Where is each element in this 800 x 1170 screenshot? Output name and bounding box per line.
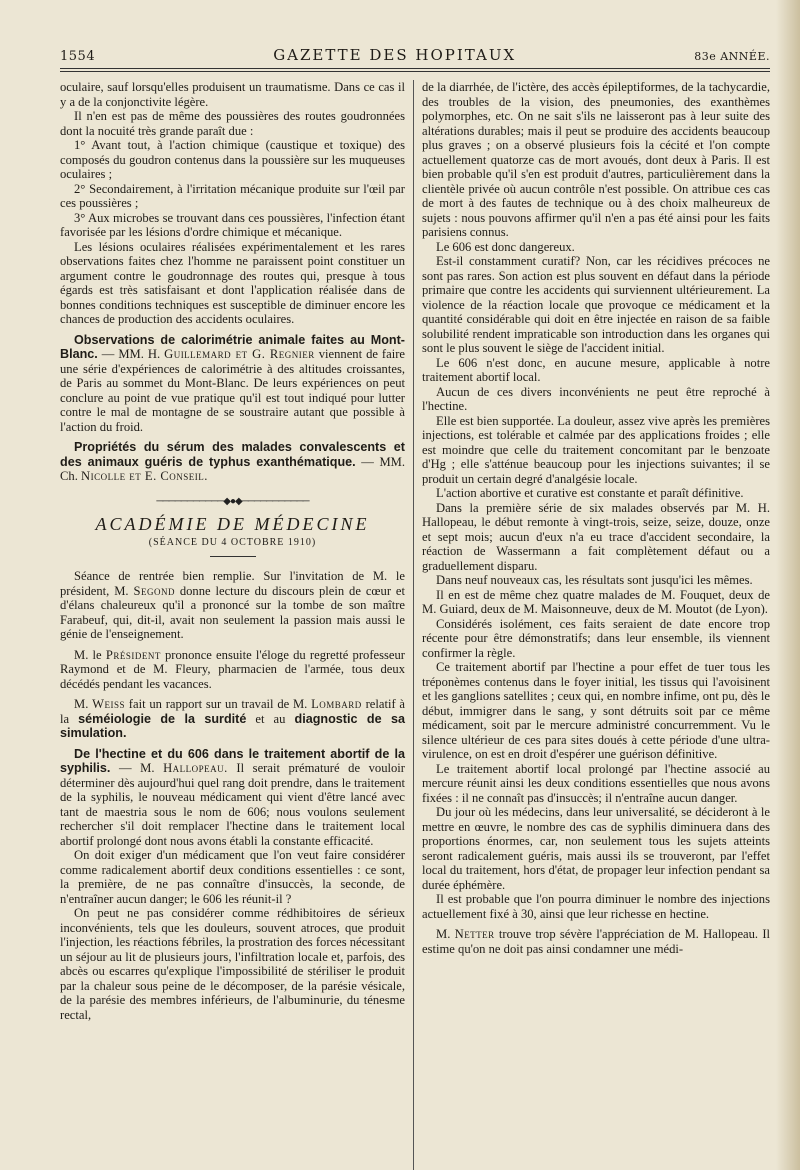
author-names: Nicolle et E. Conseil.: [81, 469, 208, 483]
paragraph: On doit exiger d'un médicament que l'on veut faire considérer comme radicalement abortif deux conditions essentielles : ce sont, la première, de ne pas connaître d'insuccès, la seconde, de n'entraîner aucun danger; le 606 les réunit-il ?: [60, 848, 405, 906]
left-column: [60, 80, 405, 1022]
text: Il serait prématuré de vouloir déterminer dès aujourd'hui quel rang doit prendre, dans le traitement de la syphilis, le nouveau médicament qui vient d'être lancé avec tant de maestria sous le nom de 606; nous voulons seulement rechercher s'il doit remplacer l'hectine dans le traitement local abortif prolongé dont nous avons établi la constante efficacité.: [60, 761, 405, 848]
paragraph: Considérés isolément, ces faits seraient de date encore trop récente pour être démonstratifs; dans leur ensemble, ils viennent confirmer la règle.: [422, 616, 770, 660]
bold-text: diagnostic de sa simulation.: [60, 711, 405, 740]
paragraph: de la diarrhée, de l'ictère, des accès épileptiformes, de la tachycardie, des troubles de la vision, des pneumonies, des exanthèmes polymorphes, etc. On ne sait s'ils ne laisseront pas à leur suite des altérations durables; mais il peut se produire des accidents beaucoup plus graves ; on a observé plusieurs fois la cécité et l'on compte actuellement quatorze cas de mort avoués, dont deux à Paris. Il est bien probable qu'il s'en est produit d'autres, particulièrement dans la clientèle privée où aucun contrôle n'est possible. On attribue ces cas de mort à des fautes de technique ou à des choix malheureux de sujets : nous pouvons affirmer qu'il n'en a pas été ainsi pour les faits parisiens connus.: [422, 80, 770, 239]
section-title: ACADÉMIE DE MÉDECINE: [95, 514, 370, 534]
paragraph: Ce traitement abortif par l'hectine a pour effet de tuer tous les tréponèmes contenus dans le foyer initial, les tissus qui l'avoisinent et les ganglions satellites ; ceux qui, en nombre infime, ont pu, dès le début, immigrer dans le sang, y sont détruits soit par ce même médicament, soit par le mercure administré concurremment. Vu le silence ultérieur de ces para sites doués à cette période d'une ultra-virulence, on est en droit d'espérer une guérison définitive.: [422, 660, 770, 761]
paragraph: 3° Aux microbes se trouvant dans ces poussières, l'infection étant favorisée par les lésions d'ordre chimique et mécanique.: [60, 210, 405, 239]
article-heading: Propriétés du sérum des malades convalescents et des animaux guéris de typhus exanthématique.: [60, 440, 405, 469]
serum-article: [60, 440, 405, 484]
paragraph: L'action abortive et curative est constante et paraît définitive.: [436, 486, 744, 500]
person-name: Lombard: [311, 697, 362, 711]
paragraph: Du jour où les médecins, dans leur universalité, se décideront à le mettre en œuvre, le nombre des cas de syphilis diminuera dans des proportions énormes, car, non seulement tous les sujets atteints seront radicalement guéris, mais aussi ils se trouveront, par l'effet local du traitement, hors d'état, de propager leur infection pendant sa durée éphémère.: [422, 805, 770, 892]
volume-year: 83e ANNÉE.: [694, 50, 770, 63]
text: relatif à la: [60, 697, 406, 726]
paragraph: Elle est bien supportée. La douleur, assez vive après les premières injections, est tolérable et calmée par des applications froides ; elle est moindre que celle du traitement concomitant par le benzoate d'Hg ; elle s'atténue beaucoup pour les injections suivantes; il se produit un certain degré d'analgésie locale.: [422, 413, 770, 486]
paragraph: Le 606 est donc dangereux.: [436, 239, 575, 254]
person-name: Président: [105, 647, 161, 662]
text: M.: [74, 697, 93, 711]
header-rule-2: [60, 71, 770, 72]
text: et au: [246, 711, 295, 726]
text: trouve trop sévère l'appréciation de M. Hallopeau. Il estime qu'on ne doit pas ainsi condamner une médi-: [422, 927, 771, 956]
header-rule: [60, 68, 770, 69]
text: fait un rapport sur un travail de M.: [125, 697, 312, 711]
text: viennent de faire une série d'expériences de calorimétrie à des altitudes croissantes, de Paris au sommet du Mont-Blanc. De leurs expériences on peut conclure au point de vue pratique qu'il est tout indiqué pour lutter contre le mal de montagne de se soustraire autant que possible à l'action du froid.: [60, 347, 405, 434]
text: — MM. Ch.: [60, 454, 405, 483]
paragraph: Le 606 n'est donc, en aucune mesure, applicable à notre traitement abortif local.: [422, 355, 770, 384]
paragraph: oculaire, sauf lorsqu'elles produisent un traumatisme. Dans ce cas il y a de la conjonctivite légère.: [60, 80, 405, 109]
text: prononce ensuite l'éloge du regretté professeur Raymond et de M. Fleury, pharmacien de l'armée, tous deux décédés pendant les vacances.: [60, 647, 405, 691]
person-name: Hallopeau.: [163, 761, 228, 775]
paragraph: 2° Secondairement, à l'irritation mécanique produite sur l'œil par ces poussières ;: [60, 181, 405, 210]
section-subtitle: (SÉANCE DU 4 OCTOBRE 1910): [148, 536, 317, 548]
page-number: 1554: [60, 49, 96, 64]
paragraph: Est-il constamment curatif? Non, car les récidives précoces ne sont pas rares. Son action est plus souvent en défaut dans la période primaire que contre les accidents qui surviennent ultérieurement. La violence de la réaction locale que provoque ce médicament et la quantité considérable qui doit en être injectée en raison de sa faible solubilité rendent impraticable son introduction dans les organes qui sont le plus souvent le siège de l'accident initial.: [422, 254, 770, 355]
paragraph: Dans neuf nouveaux cas, les résultats sont jusqu'ici les mêmes.: [436, 573, 753, 587]
paragraph: [422, 927, 770, 956]
text: — MM. H.: [97, 347, 165, 361]
paragraph: Le traitement abortif local prolongé par l'hectine associé au mercure réunit ainsi les deux conditions essentielles que nous avons fixées : il ne connaît pas d'insuccès; il n'entraîne aucun danger.: [422, 761, 770, 805]
paragraph: Aucun de ces divers inconvénients ne peut être reproché à l'hectine.: [422, 384, 770, 413]
paragraph: [60, 648, 405, 692]
journal-title: GAZETTE DES HOPITAUX: [273, 46, 517, 64]
paragraph: [60, 697, 405, 741]
article-heading: Observations de calorimétrie animale faites au Mont-Blanc.: [60, 332, 405, 361]
paragraph: Il n'en est pas de même des poussières des routes goudronnées dont la nocuité très grande paraît due :: [60, 109, 405, 138]
person-name: Segond: [133, 583, 175, 598]
page-edge-shadow: [776, 0, 800, 1170]
paragraph: On peut ne pas considérer comme rédhibitoires de sérieux inconvénients, tels que les douleurs, souvent atroces, que produit l'injection, les réactions fébriles, la prostration des forces nécessitant un séjour au lit de plusieurs jours, l'infiltration locale et, parfois, des abcès ou escarres qu'explique l'impossibilité de stériliser le produit par la chaleur sous peine de le décomposer, de la parésie vésicale, de la parésie des membres inférieurs, de l'albuminurie, du ténesme rectal,: [60, 906, 405, 1022]
page-header: [60, 46, 770, 66]
hectine-article: [60, 747, 405, 849]
ornament-divider: ───────────◆●◆───────────: [156, 495, 309, 507]
paragraph: [60, 569, 405, 642]
paragraph: Dans la première série de six malades observés par M. H. Hallopeau, le début remonte à vingt-trois, seize, seize, douze, onze et sept mois; aucun d'eux n'a eu trace d'accident secondaire, la réaction de Wassermann a fait complètement défaut ou a graduellement disparu.: [422, 500, 770, 573]
person-name: Netter: [454, 927, 495, 941]
paragraph: 1° Avant tout, à l'action chimique (caustique et toxique) des composés du goudron contenus dans la poussière sur les muqueuses oculaires ;: [60, 138, 405, 181]
bold-text: séméiologie de la surdité: [78, 711, 247, 726]
calorimetry-article: [60, 333, 405, 435]
text: Séance de rentrée bien remplie. Sur l'invitation de M. le président, M.: [60, 569, 405, 598]
right-column: [422, 80, 770, 956]
paragraph: Il en est de même chez quatre malades de M. Fouquet, deux de M. Guiard, deux de M. Maisonneuve, deux de M. Moutot (de Lyon).: [422, 587, 770, 616]
short-rule: [210, 556, 256, 557]
text: — M.: [110, 761, 164, 775]
text: M.: [436, 927, 455, 941]
person-name: Weiss: [92, 697, 126, 711]
text: donne lecture du discours plein de cœur et d'élans chaleureux qu'il a prononcé sur la tombe de son maître Farabeuf, qui, dit-il, avait non seulement la passion mais aussi le génie de l'enseignement.: [60, 583, 405, 641]
text: M. le: [74, 647, 106, 662]
paragraph: Il est probable que l'on pourra diminuer le nombre des injections actuellement fixé à 30, ainsi que leur richesse en hectine.: [422, 892, 770, 921]
paragraph: Les lésions oculaires réalisées expérimentalement et les rares observations faites chez l'homme ne paraissent point constituer un argument contre le goudronnage des routes qui, presque à tous égards est très satisfaisant et dont l'application réalisée dans de bonnes conditions techniques est susceptible de diminuer encore les chances de production des accidents oculaires.: [60, 239, 405, 326]
author-names: Guillemard et G. Regnier: [164, 347, 315, 361]
article-heading: De l'hectine et du 606 dans le traitement abortif de la syphilis.: [60, 746, 405, 775]
column-divider: [413, 80, 414, 1170]
